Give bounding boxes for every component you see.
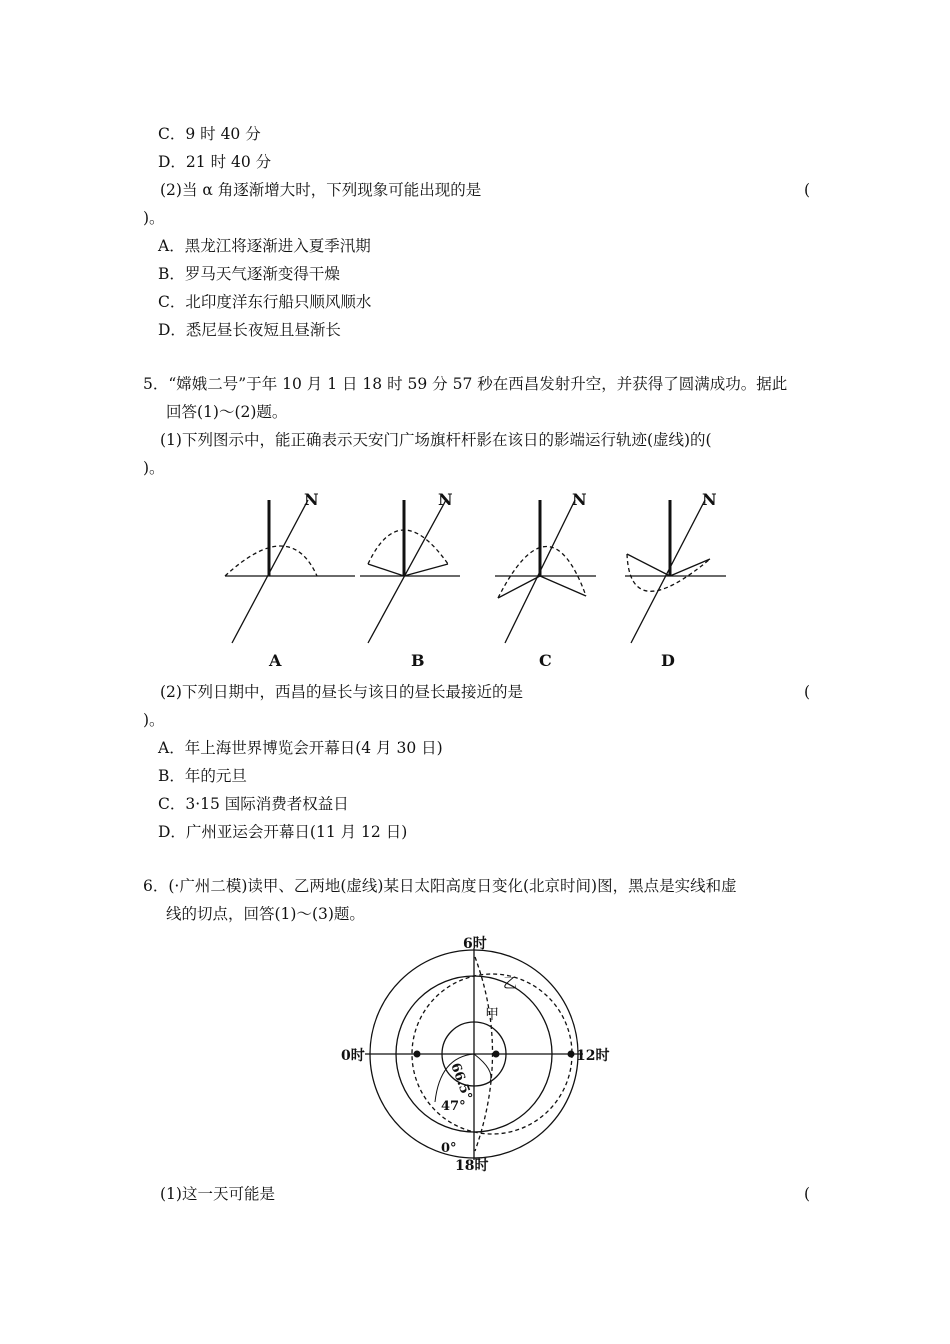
question-6-stem: 6．(·广州二模)读甲、乙两地(虚线)某日太阳高度日变化(北京时间)图，黑点是实线和虚 [143, 877, 737, 895]
answer-paren: ( [804, 1185, 811, 1203]
hour-label-18: 18时 [455, 1158, 489, 1174]
panel-label-c: C [539, 651, 552, 670]
sub-question-1: (1)这一天可能是 [160, 1185, 275, 1203]
option-c: C．3·15 国际消费者权益日 [158, 795, 349, 813]
north-label: N [572, 490, 587, 509]
panel-a-diagram [225, 500, 355, 643]
answer-paren-tail: )。 [143, 209, 165, 227]
answer-paren-tail: )。 [143, 711, 165, 729]
panel-label-b: B [411, 651, 425, 670]
option-a: A．年上海世界博览会开幕日(4 月 30 日) [158, 739, 443, 757]
sub-question-1: (1)下列图示中，能正确表示天安门广场旗杆杆影在该日的影端运行轨迹(虚线)的( [160, 431, 712, 449]
panel-b-diagram [360, 500, 460, 643]
answer-paren: ( [804, 181, 811, 199]
option-a: A．黑龙江将逐渐进入夏季汛期 [158, 237, 371, 255]
north-label: N [702, 490, 717, 509]
panel-c-diagram [495, 500, 596, 643]
north-label: N [304, 490, 319, 509]
hour-label-0: 0时 [341, 1048, 365, 1064]
question-5-stem-cont: 回答(1)～(2)题。 [166, 403, 288, 421]
panel-d-diagram [625, 500, 726, 643]
angle-label-66-5: 66.5° [447, 1061, 475, 1103]
tangent-point [568, 1051, 575, 1058]
panel-label-a: A [269, 651, 282, 670]
answer-paren-tail: )。 [143, 459, 165, 477]
option-b: B．罗马天气逐渐变得干燥 [158, 265, 340, 283]
shadow-trajectory-figure [220, 486, 730, 671]
answer-paren: ( [804, 683, 811, 701]
place-label-jia: 甲 [485, 1007, 499, 1023]
panel-label-d: D [661, 651, 675, 670]
option-b: B．年的元旦 [158, 767, 247, 785]
question-5-stem: 5．“嫦娥二号”于年 10 月 1 日 18 时 59 分 57 秒在西昌发射升空，并获得了圆满成功。据此 [143, 375, 788, 393]
hour-label-12: 12时 [576, 1048, 610, 1064]
angle-label-0: 0° [441, 1141, 457, 1156]
option-d: D．悉尼昼长夜短且昼渐长 [158, 321, 341, 339]
tangent-point [493, 1051, 500, 1058]
hour-label-6: 6时 [463, 936, 487, 952]
angle-label-47: 47° [441, 1099, 466, 1114]
sub-question-2: (2)下列日期中，西昌的昼长与该日的昼长最接近的是 [160, 683, 523, 701]
option-c: C．北印度洋东行船只顺风顺水 [158, 293, 372, 311]
north-label: N [438, 490, 453, 509]
question-6-stem-cont: 线的切点，回答(1)～(3)题。 [166, 905, 365, 923]
solar-altitude-figure [335, 932, 615, 1177]
option-d: D．广州亚运会开幕日(11 月 12 日) [158, 823, 408, 841]
place-label-yi: 乙 [503, 976, 517, 992]
option-d: D．21 时 40 分 [158, 153, 272, 171]
sub-question-2: (2)当 α 角逐渐增大时，下列现象可能出现的是 [160, 181, 482, 199]
tangent-point [414, 1051, 421, 1058]
option-c: C．9 时 40 分 [158, 125, 261, 143]
